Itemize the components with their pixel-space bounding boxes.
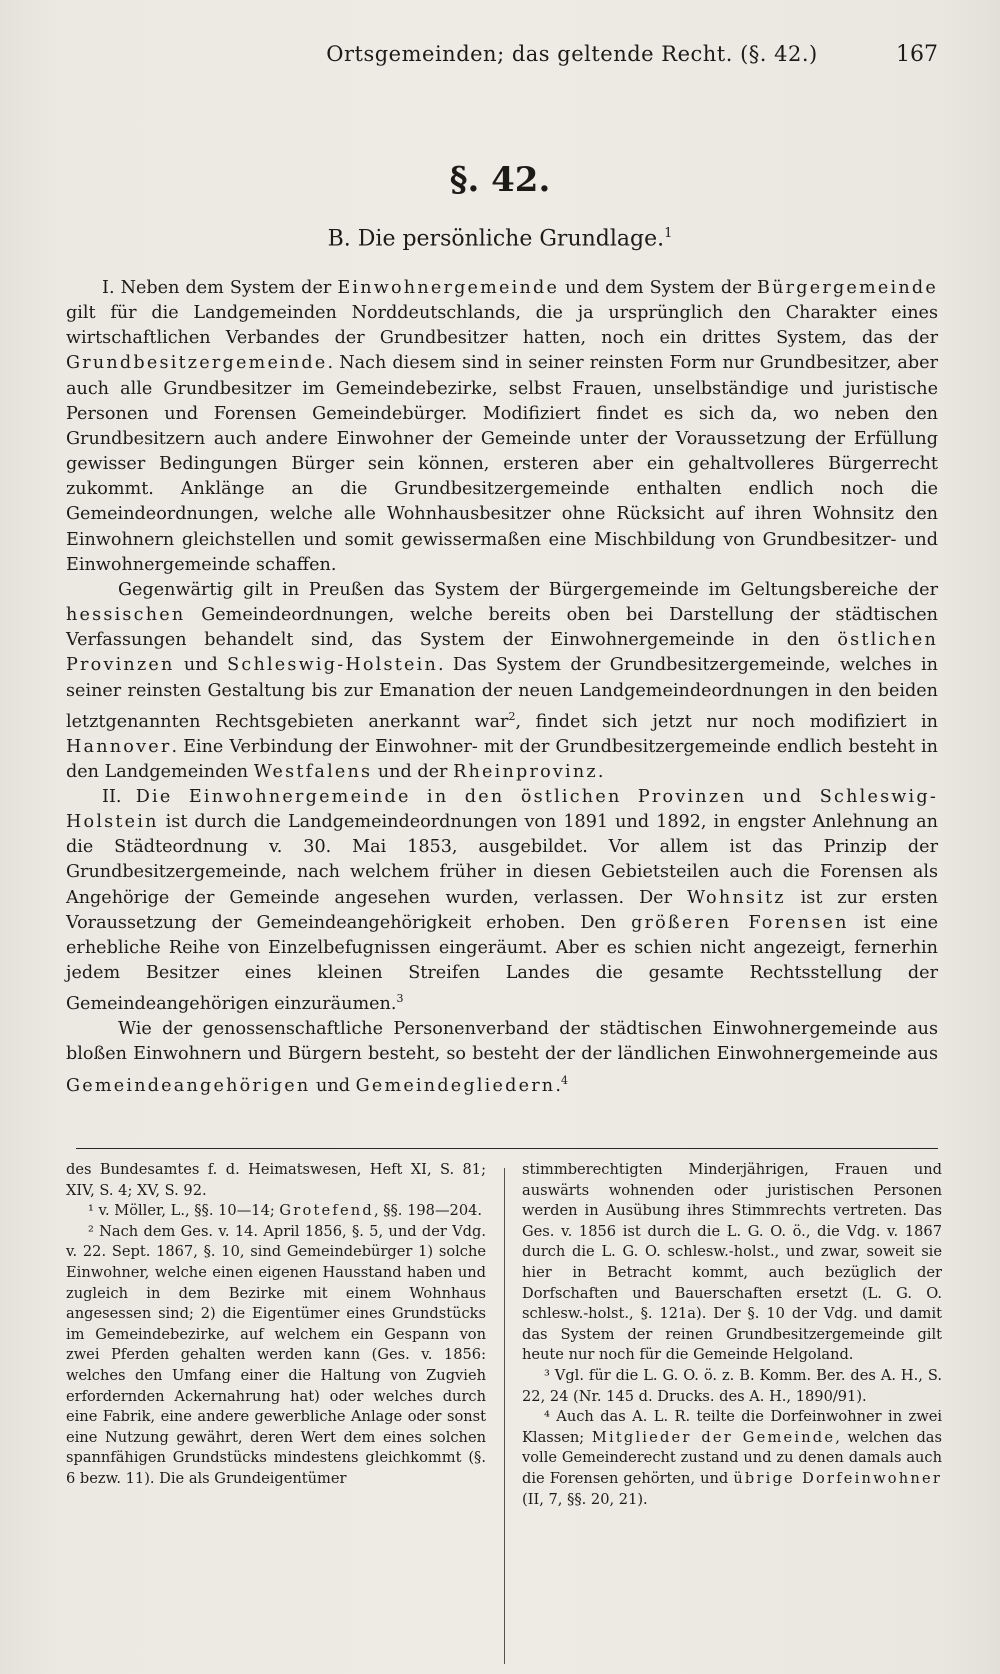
text-run: , §§. 198—204. <box>373 1202 483 1220</box>
text-run: II. <box>102 786 136 807</box>
text-run: I. Neben dem System der <box>102 278 338 298</box>
text-run: , findet sich jetzt nur noch modifiziert in <box>515 711 938 732</box>
text-run: Gemeindeordnungen, welche bereits oben bei Darstellung der städtischen Verfassungen behandelt sind, das System der Einwohnergemeinde in den <box>66 605 938 651</box>
spaced-term: Westfalens <box>253 761 373 782</box>
spaced-term: Grundbesitzergemeinde <box>66 353 328 374</box>
body-text <box>66 276 938 1099</box>
text-run: und der <box>372 761 454 782</box>
footnote-1 <box>66 1201 486 1222</box>
text-run: (II, 7, §§. 20, 21). <box>522 1490 648 1508</box>
text-run: Wie der genossenschaftliche Personenverband der städtischen Einwohnergemeinde aus bloßen Einwohnern und Bürgern besteht, so besteht der der ländlichen Einwohnergemeinde aus <box>66 1019 938 1065</box>
text-run: Auch das A. L. R. teilte die Dorfeinwohner in zwei Klassen; <box>522 1408 942 1446</box>
footnotes-right-column <box>522 1160 942 1510</box>
text-run: Nach dem Ges. v. 14. April 1856, §. 5, und der Vdg. v. 22. Sept. 1867, §. 10, sind Gemeindebürger 1) solche Einwohner, welche einen eigenen Hausstand haben und zugleich in dem Bezirke mit einem Wohnhaus angesessen sind; 2) die Eigentümer eines Grundstücks im Gemeindebezirke, auf welchem ein Gespann von zwei Pferden gehalten werden kann (Ges. v. 1856: welches den Umfang einer die Haltung von Zugvieh erfordernden Ackernahrung hat) oder welches durch eine Fabrik, eine andere gewerbliche Anlage oder sonst eine Nutzung gewährt, deren Wert dem eines solchen spannfähigen Grundstücks mindestens gleichkommt (§. 6 bezw. 11). Die als Grundeigentümer <box>66 1222 486 1487</box>
spaced-term: Die Einwohnergemeinde in den östlichen Provinzen und Schleswig-Holstein <box>66 786 938 833</box>
section-number: §. 42. <box>449 160 551 200</box>
text-run: . <box>597 761 604 782</box>
section-title <box>0 226 1000 251</box>
paragraph-1 <box>66 276 938 578</box>
footnote-marker: ² <box>88 1222 94 1240</box>
spaced-term: Bürgergemeinde <box>757 278 938 298</box>
text-run: , welchen das volle Gemeinderecht zustand und zu denen damals auch die Forensen gehörten, und <box>522 1428 943 1487</box>
text-run: ist eine erhebliche Reihe von Einzelbefugnissen eingeräumt. Aber es schien nicht angezeigt, fernerhin jedem Besitzer eines kleinen Streifen Landes die gesamte Rechtsstellung der Gemeindeangehörigen einzuräumen. <box>66 912 938 1015</box>
spaced-term: Grotefend <box>279 1202 374 1220</box>
text-run: und dem System der <box>559 278 758 298</box>
text-run: Gegenwärtig gilt in Preußen das System der Bürgergemeinde im Geltungsbereiche der <box>118 579 938 600</box>
column-divider <box>504 1168 505 1664</box>
text-run: . <box>555 1075 561 1096</box>
text-run: und <box>174 655 228 676</box>
footnote-ref: 1 <box>664 226 673 241</box>
text-run: . Nach diesem sind in seiner reinsten Form nur Grundbesitzer, aber auch alle Grundbesitzer im Gemeindebezirke, selbst Frauen, unselbständige und juristische Personen und Forensen Gemeindebürger. Modifiziert findet es sich da, wo neben den Grundbesitzern auch andere Einwohner der Gemeinde unter der Voraussetzung der Erfüllung gewisser Bedingungen Bürger sein können, ersteren aber ein gehaltvolleres Bürgerrecht zukommt. Anklänge an die Grundbesitzergemeinde enthalten endlich noch die Gemeindeordnungen, welche alle Wohnhausbesitzer ohne Rücksicht auf ihren Wohnsitz den Einwohnern gleichstellen und somit gewissermaßen eine Mischbildung von Grundbesitzer- und Einwohnergemeinde schaffen. <box>66 353 938 575</box>
footnote-2 <box>66 1222 486 1490</box>
footnote-4 <box>522 1407 942 1510</box>
footnote-ref: 2 <box>508 709 516 723</box>
spaced-term: Rheinprovinz <box>453 761 598 782</box>
footnote-marker: ¹ <box>88 1202 94 1220</box>
spaced-term: Hannover <box>66 736 172 757</box>
text-run: gilt für die Landgemeinden Norddeutschlands, die ja ursprünglich den Charakter eines wirtschaftlichen Verbandes der Grundbesitzer hatten, noch ein drittes System, das der <box>66 303 938 349</box>
spaced-term: hessischen <box>66 605 186 626</box>
spaced-term: größeren Forensen <box>631 912 849 933</box>
spaced-term: übrige Dorfeinwohner <box>733 1469 942 1487</box>
footnote-continuation: stimmberechtigten Minderjährigen, Frauen und auswärts wohnenden oder juristischen Personen werden in Ausübung ihres Stimmrechts vertreten. Das Ges. v. 1856 ist durch die L. G. O. ö., die Vdg. v. 1867 durch die L. G. O. schlesw.-holst., und zwar, soweit sie hier in Betracht kommt, auch bezüglich der Dorfschaften und Bauerschaften ersetzt (L. G. O. schlesw.-holst., §. 121a). Der §. 10 der Vdg. und damit das System der reinen Grundbesitzergemeinde gilt heute nur noch für die Gemeinde Helgoland. <box>522 1161 942 1364</box>
running-head: Ortsgemeinden; das geltende Recht. (§. 42.) <box>326 42 818 66</box>
spaced-term: Gemeindeangehörigen <box>66 1075 311 1096</box>
text-run: und <box>310 1075 356 1096</box>
text-run: . Eine Verbindung der Einwohner- mit der Grundbesitzergemeinde endlich besteht in den Landgemeinden <box>66 736 938 782</box>
footnote-ref: 4 <box>560 1073 568 1087</box>
footnote-divider <box>76 1148 938 1149</box>
paragraph-2 <box>66 578 938 785</box>
page-number: 167 <box>896 42 938 67</box>
footnote-marker: ³ <box>544 1366 550 1384</box>
spaced-term: östlichen Provinzen <box>66 630 938 676</box>
text-run: . Das System der Grundbesitzergemeinde, welches in seiner reinsten Gestaltung bis zur Emanation der neuen Landgemeindeordnungen in den beiden letztgenannten Rechtsgebieten anerkannt war <box>66 655 938 732</box>
footnotes-left-column <box>66 1160 486 1490</box>
footnote-3 <box>522 1366 942 1407</box>
paragraph-3 <box>66 785 938 1017</box>
spaced-term: Mitglieder der Gemeinde <box>591 1428 836 1446</box>
footnote-marker: ⁴ <box>544 1408 550 1426</box>
page-header <box>66 42 938 76</box>
footnote-ref: 3 <box>396 992 404 1006</box>
text-run: ist zur ersten Voraussetzung der Gemeindeangehörigkeit erhoben. Den <box>66 887 938 933</box>
spaced-term: Einwohnergemeinde <box>337 278 560 298</box>
spaced-term: Gemeindegliedern <box>355 1075 556 1096</box>
footnote-continuation: des Bundesamtes f. d. Heimatswesen, Heft XI, S. 81; XIV, S. 4; XV, S. 92. <box>66 1161 486 1199</box>
paragraph-4 <box>66 1017 938 1098</box>
text-run: Vgl. für die L. G. O. ö. z. B. Komm. Ber. des A. H., S. 22, 24 (Nr. 145 d. Drucks. des A. H., 1890/91). <box>522 1366 942 1405</box>
section-title-text: B. Die persönliche Grundlage. <box>327 226 665 252</box>
spaced-term: Wohnsitz <box>686 887 786 908</box>
text-run: ist durch die Landgemeindeordnungen von 1891 und 1892, in engster Anlehnung an die Städteordnung v. 30. Mai 1853, ausgebildet. Vor allem ist das Prinzip der Grundbesitzergemeinde, nach welchem früher in diesen Gebietsteilen auch die Forensen als Angehörige der Gemeinde angesehen wurden, verlassen. Der <box>66 812 938 908</box>
text-run: v. Möller, L., §§. 10—14; <box>93 1202 280 1220</box>
spaced-term: Schleswig-Holstein <box>227 655 438 676</box>
